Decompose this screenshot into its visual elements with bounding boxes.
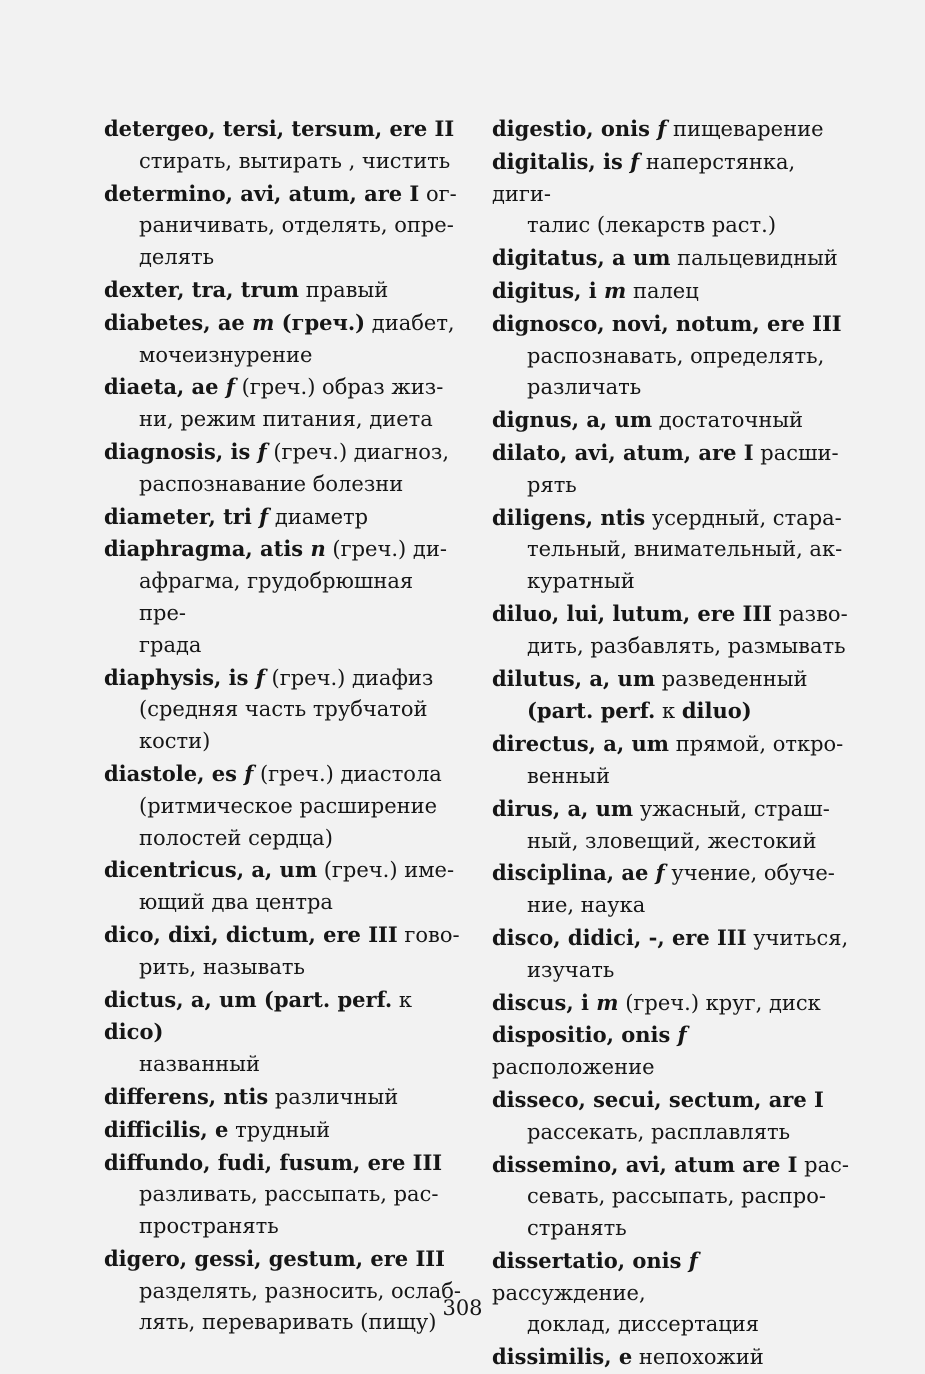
gender-mark: n [310,536,326,562]
dictionary-entry [492,1019,850,1084]
entry-head-line [492,404,850,437]
headword-text: diabetes, ae [104,309,253,335]
headword-text: dilato, avi, atum, are I [492,439,754,465]
translation-text: гово- [397,922,460,947]
entry-head-line [104,758,466,791]
dictionary-entry [492,987,850,1020]
headword-text: dissertatio, onis [492,1247,689,1273]
headword-text: digitalis, is [492,148,631,174]
entry-head-line [104,501,466,534]
gender-mark: m [596,989,619,1015]
entry-head-line [492,308,850,341]
gender-mark: f [225,374,235,400]
headword-text: diluo) [681,698,752,724]
headword-text: dilutus, a, um [492,665,656,691]
dictionary-entry [104,533,466,661]
translation-text: (греч.) име- [317,858,455,883]
entry-continuation-line: рассекать, расплавлять [527,1119,791,1144]
headword-text: dissimilis, e [492,1344,633,1370]
translation-text: трудный [228,1117,331,1142]
entry-head-line [104,1147,466,1180]
translation-text: ужасный, страш- [633,796,830,821]
gender-mark: m [252,309,275,335]
translation-text: диабет, [365,310,455,335]
entry-continuation-line: ние, наука [527,893,646,918]
headword-text: diligens, ntis [492,504,646,530]
entry-continuation-line: различать [527,375,642,400]
entry-continuation-line: дить, разбавлять, размывать [527,633,846,658]
entry-head-line [104,662,466,695]
dictionary-entry [104,1114,466,1147]
headword-text: directus, a, um [492,731,670,757]
gender-mark: f [688,1247,698,1273]
dictionary-entry [492,1341,850,1374]
entry-continuation-line: лять, переваривать (пищу) [139,1310,437,1335]
dictionary-entry [104,758,466,854]
headword-text: (part. perf. [527,698,656,724]
entry-continuation-line: рить, называть [139,954,305,979]
headword-text: diastole, es [104,760,245,786]
headword-text: dissemino, avi, atum are I [492,1151,798,1177]
entry-continuation-line: раничивать, отделять, опре- [139,213,454,238]
entry-head-line [492,663,850,696]
translation-text: достаточный [652,408,804,433]
entry-head-line [492,1341,850,1374]
translation-text: расши- [753,440,839,465]
dictionary-entry [104,436,466,501]
entry-continuation-line: афрагма, грудобрюшная пре- [139,569,414,625]
dictionary-entry [104,274,466,307]
translation-text: рассуждение, [492,1280,646,1305]
entry-head-line [492,113,850,146]
headword-text: difficilis, e [104,1116,229,1142]
entry-head-line [492,922,850,955]
dictionary-entry [104,371,466,436]
entry-head-line [104,919,466,952]
entry-head-line [104,984,466,1050]
dictionary-entry [492,857,850,922]
headword-text: (греч.) [274,309,366,335]
headword-text: determino, avi, atum, are I [104,180,420,206]
gender-mark: f [655,860,665,886]
translation-text: (греч.) круг, диск [618,990,821,1015]
entry-continuation-line: названный [139,1052,261,1077]
entry-head-line [492,242,850,275]
entry-head-line [492,793,850,826]
entry-continuation-line: разливать, рассыпать, рас- [139,1182,439,1207]
gender-mark: f [259,503,269,529]
dictionary-entry [492,598,850,663]
headword-text: discus, i [492,989,597,1015]
entry-continuation-line: доклад, диссертация [527,1312,760,1337]
dictionary-entry [492,1245,850,1341]
entry-head-line [492,728,850,761]
dictionary-entry [104,854,466,919]
entry-continuation-line: распознавание болезни [139,471,404,496]
entry-continuation-line: талис (лекарств раст.) [527,213,777,238]
translation-text: к [392,987,413,1012]
entry-head-line [104,1243,466,1276]
dictionary-entry [492,728,850,793]
headword-text: digitatus, a um [492,245,671,271]
headword-text: dexter, tra, trum [104,276,300,302]
entry-head-line [492,598,850,631]
entry-head-line [492,857,850,890]
translation-text: расположение [492,1055,655,1080]
dictionary-entry [492,793,850,858]
dictionary-entry [104,919,466,984]
entry-continuation-line: куратный [527,569,635,594]
translation-text: ог- [419,181,457,206]
headword-text: detergeo, tersi, tersum, ere II [104,116,455,141]
entry-head-line [104,113,466,146]
headword-text: dignus, a, um [492,407,653,433]
gender-mark: m [604,277,627,303]
entry-continuation-line: ющий два центра [139,890,333,915]
dictionary-entry [492,404,850,437]
translation-text: пищеварение [666,117,824,141]
entry-continuation-line: (ритмическое расширение [139,793,438,818]
headword-text: disciplina, ae [492,860,656,886]
translation-text: правый [299,277,389,302]
dictionary-entry [104,1081,466,1114]
entry-head-line [104,533,466,566]
entry-continuation-line: пространять [139,1214,279,1239]
right-column [492,113,850,1374]
translation-text: учение, обуче- [664,861,835,886]
page-number: 308 [442,1296,483,1320]
translation-text: (греч.) ди- [325,537,447,562]
entry-continuation-line: изучать [527,957,615,982]
headword-text: dignosco, novi, notum, ere III [492,310,842,336]
gender-mark: f [244,760,254,786]
headword-text: digestio, onis [492,116,658,141]
translation-text: различный [268,1084,399,1109]
translation-text: разво- [772,601,848,626]
entry-head-line [104,307,466,340]
dictionary-entry [104,113,466,178]
translation-text: пальцевидный [670,246,838,271]
gender-mark: f [255,664,265,690]
headword-text: diaphragma, atis [104,536,311,562]
dictionary-entry [492,275,850,308]
entry-head-line [492,146,850,211]
entry-head-line [104,178,466,211]
translation-text: учиться, [746,925,849,950]
entry-head-line [492,275,850,308]
headword-text: diluo, lui, lutum, ere III [492,600,773,626]
translation-text: прямой, откро- [669,732,844,757]
entry-head-line [104,1081,466,1114]
dictionary-entry [104,984,466,1081]
entry-continuation-line: кости) [139,729,211,754]
translation-text: наперстянка, диги- [492,149,796,206]
entry-continuation-line: разделять, разносить, ослаб- [139,1278,461,1303]
entry-continuation-line: венный [527,763,610,788]
entry-head-line [104,371,466,404]
headword-text: diaphysis, is [104,664,256,690]
entry-continuation-line [492,695,850,728]
headword-text: digero, gessi, gestum, ere III [104,1245,445,1271]
translation-text: разведенный [655,666,808,691]
dictionary-entry [492,308,850,404]
gender-mark: f [257,438,267,464]
entry-head-line [492,987,850,1020]
headword-text: digitus, i [492,277,605,303]
entry-head-line [104,274,466,307]
entry-head-line [104,436,466,469]
headword-text: disco, didici, -, ere III [492,924,747,950]
dictionary-entry [492,1149,850,1245]
headword-text: dicentricus, a, um [104,857,318,883]
left-column [104,113,466,1339]
entry-continuation-line: странять [527,1216,627,1241]
translation-text: диаметр [268,504,369,529]
translation-text: рас- [797,1152,849,1177]
dictionary-entry [492,437,850,502]
translation-text: (греч.) диастола [253,761,442,786]
entry-head-line [492,1149,850,1182]
translation-text: (греч.) диафиз [264,665,434,690]
gender-mark: f [657,116,667,141]
entry-continuation-line: полостей сердца) [139,825,333,850]
dictionary-entry [104,662,466,758]
dictionary-entry [492,502,850,598]
headword-text: dictus, a, um (part. perf. [104,986,393,1012]
entry-continuation-line: севать, рассыпать, распро- [527,1184,826,1209]
translation-text: (греч.) диагноз, [266,439,450,464]
entry-head-line [492,437,850,470]
dictionary-entry [492,113,850,146]
dictionary-entry [492,922,850,987]
entry-head-line [492,1084,850,1117]
entry-continuation-line: (средняя часть трубчатой [139,697,428,722]
gender-mark: f [677,1022,687,1048]
dictionary-entry [492,1084,850,1149]
entry-continuation-line: стирать, вытирать , чистить [139,148,451,173]
dictionary-entry [492,242,850,275]
gender-mark: f [630,148,640,174]
entry-continuation-line: мочеизнурение [139,342,313,367]
entry-continuation-line: града [139,632,202,657]
entry-continuation-line: ный, зловещий, жестокий [527,828,817,853]
dictionary-entry [104,501,466,534]
dictionary-entry [492,146,850,242]
headword-text: dirus, a, um [492,795,634,821]
translation-text: палец [626,278,699,303]
translation-text: непохожий [632,1345,764,1370]
headword-text: diameter, tri [104,503,260,529]
dictionary-entry [104,1147,466,1243]
entry-continuation-line: тельный, внимательный, ак- [527,537,843,562]
dictionary-entry [492,663,850,729]
entry-head-line [104,854,466,887]
entry-head-line [492,502,850,535]
entry-continuation-line: рять [527,472,577,497]
translation-text: усердный, стара- [645,505,842,530]
headword-text: differens, ntis [104,1083,269,1109]
headword-text: diffundo, fudi, fusum, ere III [104,1149,443,1175]
dictionary-entry [104,178,466,274]
headword-text: disseco, secui, sectum, are I [492,1086,824,1112]
headword-text: dico, dixi, dictum, ere III [104,921,398,947]
headword-text: dico) [104,1019,164,1045]
entry-head-line [492,1019,850,1084]
entry-continuation-line: делять [139,245,214,270]
headword-text: diaeta, ae [104,374,226,400]
dictionary-entry [104,307,466,372]
translation-text: (греч.) образ жиз- [234,375,444,400]
entry-head-line [104,1114,466,1147]
headword-text: dispositio, onis [492,1022,678,1048]
translation-text: к [655,699,682,724]
entry-continuation-line: ни, режим питания, диета [139,407,433,432]
dictionary-entry [104,1243,466,1339]
entry-continuation-line: распознавать, определять, [527,343,825,368]
headword-text: diagnosis, is [104,438,258,464]
